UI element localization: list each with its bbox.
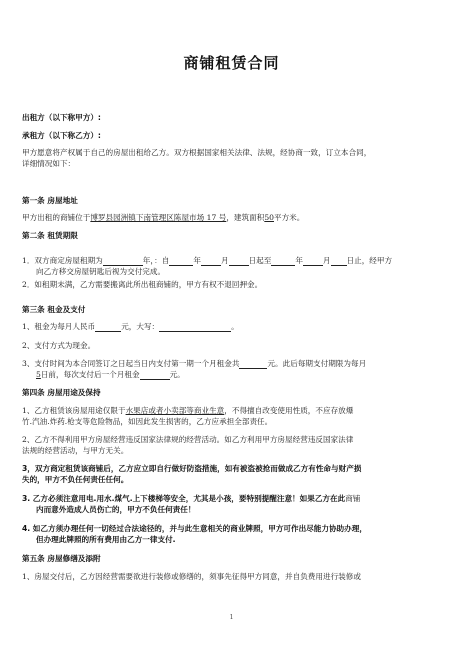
term-text-5: 日起至 (248, 256, 272, 265)
term-years-blank[interactable] (103, 257, 143, 266)
article-2-clause-1 (22, 255, 444, 266)
term-text-1: 1．双方商定房屋租期为 (22, 256, 103, 265)
payment-text-2: 元。此后每期支付期限为每月 (267, 359, 367, 368)
rent-text-1: 1、租金为每月人民币 (22, 322, 96, 331)
term-text-2: 年，：自 (142, 256, 170, 265)
contract-title: 商铺租赁合同 (183, 54, 280, 72)
monthly-payment-blank[interactable] (140, 371, 170, 380)
article-4-clause-4 (22, 493, 444, 504)
rent-in-words-blank[interactable] (159, 323, 231, 332)
rent-text-2: 元，大写： (121, 322, 160, 331)
article-4-clause-5: 4. 如乙方须办理任何一切经过合法途径的，并与此生意相关的商业牌照，甲方可作出尽能力协助办理， (22, 524, 367, 533)
safety-text: 3. 乙方必须注意用电.用水.煤气.上下楼梯等安全，尤其是小孩，要特别提醒注意！如果乙方在此 (22, 494, 346, 503)
address-prefix: 甲方出租的商铺位于 (22, 213, 91, 222)
payment-day: 5 (36, 370, 41, 379)
intro-line-1: 甲方愿意将产权属于自己的房屋出租给乙方。双方根据国家相关法律、法规，经协商一致，订立本合同， (22, 148, 372, 157)
article-2-clause-2: 2．如租期未满，乙方需要搬离此所出租商铺的，甲方有权不退回押金。 (22, 280, 263, 289)
monthly-rent-blank[interactable] (95, 323, 121, 332)
article-4-clause-2-cont: 法规的经营活动，与甲方无关。 (22, 446, 129, 455)
article-3-clause-3 (22, 358, 444, 369)
permitted-use: 水果店或者小卖部等商业生意 (125, 406, 225, 415)
article-4-heading: 第四条 房屋用途及保持 (22, 388, 101, 397)
article-4-clause-1 (22, 405, 444, 416)
article-2-clause-1-cont: 向乙方移交房屋钥匙后视为交付完成。 (36, 267, 166, 276)
article-4-clause-4-cont: 内而意外造成人员伤亡的，甲方不负任何责任！ (36, 505, 196, 514)
article-4-clause-5-cont: 但办理此牌照的所有费用由乙方一律支付. (36, 535, 176, 544)
use-text-1: 1、乙方租赁该房屋用途仅限于 (22, 406, 126, 415)
article-4-clause-2: 2、乙方不得利用甲方房屋经营违反国家法律规的经营活动。如乙方利用甲方房屋经营违反国家法律 (22, 435, 354, 444)
first-payment-blank[interactable] (239, 360, 267, 369)
article-1-heading: 第一条 房屋地址 (22, 196, 78, 205)
article-4-clause-3: 3，双方商定租赁该商铺后，乙方应立即自行做好防盗措施，如有被盗被抢而做成乙方有性命与财产损 (22, 464, 362, 473)
article-3-clause-3-cont (36, 369, 458, 380)
start-day-blank[interactable] (229, 257, 249, 266)
article-5-heading: 第五条 房屋修缮及添附 (22, 554, 101, 563)
term-text-7: 月 (322, 256, 331, 265)
payment-text-4: 元。 (169, 370, 185, 379)
shop-address: 博罗县园洲镇下南管理区陈屋市场 17 号 (90, 213, 227, 222)
article-3-heading: 第三条 租金及支付 (22, 305, 86, 314)
lessee-label: 承租方（以下称乙方）: (22, 131, 101, 140)
article-4-clause-3-cont: 失的，甲方不负任何责任任何。 (22, 475, 129, 484)
end-day-blank[interactable] (331, 257, 347, 266)
shop-area: 50 (264, 213, 274, 222)
start-month-blank[interactable] (201, 257, 221, 266)
rent-text-3: 。 (231, 322, 239, 331)
area-prefix: ，建筑面积 (226, 213, 265, 222)
lessor-label: 出租方（以下称甲方）: (22, 113, 101, 122)
article-4-clause-1-cont: 竹.汽油.炸药.枪支等危险物品，如因此发生损害的，乙方应承担全部责任。 (22, 417, 273, 426)
start-year-blank[interactable] (169, 257, 193, 266)
end-year-blank[interactable] (271, 257, 295, 266)
payment-text-1: 3、支付时间为本合同签订之日起当日内支付第一期一个月租金共 (22, 359, 240, 368)
intro-line-2: 详细情况如下： (22, 159, 76, 168)
page-number: 1 (229, 614, 234, 621)
article-3-clause-2: 2、支付方式为现金。 (22, 341, 96, 350)
article-3-clause-1 (22, 321, 444, 332)
term-text-4: 月 (220, 256, 229, 265)
term-text-8: 日止，经甲方 (346, 256, 393, 265)
safety-text-tail: 商铺 (345, 494, 361, 503)
article-2-heading: 第二条 租赁期限 (22, 231, 78, 240)
use-text-2: ，不得擅自改变使用性质，不应存放爆 (224, 406, 354, 415)
article-5-clause-1: 1、房屋交付后，乙方因经营需要欲进行装修或修缮的，须事先征得甲方同意，并自负费用进行装修或 (22, 572, 361, 581)
term-text-6: 年 (295, 256, 303, 265)
term-text-3: 年 (193, 256, 201, 265)
payment-text-3: 日前，每次支付后一个月租金 (40, 370, 140, 379)
article-1-address-line (22, 212, 444, 223)
end-month-blank[interactable] (303, 257, 323, 266)
area-unit: 平方米。 (273, 213, 305, 222)
